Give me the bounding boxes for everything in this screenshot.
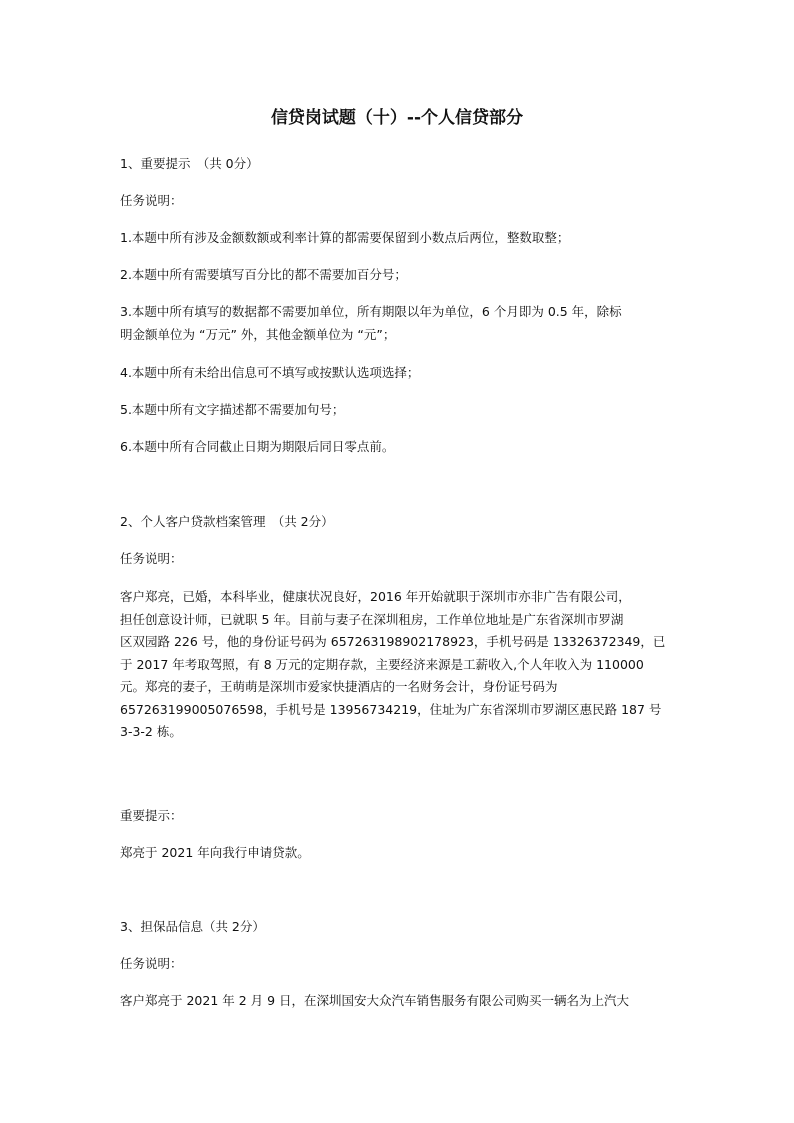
section-2-task-label: 任务说明：	[120, 551, 183, 566]
section-2-description-line: 657263199005076598，手机号是 13956734219，住址为广东省深圳市罗湖区惠民路 187 号	[120, 701, 662, 717]
section-2-description-line: 3-3-2 栋。	[120, 724, 182, 739]
section-2-description	[120, 586, 678, 744]
section-3-task-label: 任务说明：	[120, 956, 183, 971]
section-2-description-line: 区双园路 226 号，他的身份证号码为 657263198902178923，手机号码是 13326372349，已	[120, 634, 666, 649]
section-2-notice-label: 重要提示：	[120, 808, 183, 823]
section-2-description-line: 担任创意设计师，已就职 5 年。目前与妻子在深圳租房，工作单位地址是广东省深圳市罗湖	[120, 611, 624, 627]
section-1-item-3-line-2: 明金额单位为 “万元” 外，其他金额单位为 “元”；	[120, 327, 396, 342]
section-1-item-5: 5.本题中所有文字描述都不需要加句号；	[120, 402, 345, 417]
section-2-description-line: 于 2017 年考取驾照，有 8 万元的定期存款，主要经济来源是工薪收入,个人年收入为 110000	[120, 656, 644, 672]
section-3-heading: 3、担保品信息（共 2分）	[120, 919, 265, 934]
page-title: 信贷岗试题（十）--个人信贷部分	[270, 108, 524, 128]
section-1-item-6: 6.本题中所有合同截止日期为期限后同日零点前。	[120, 439, 395, 454]
section-2-notice-text: 郑亮于 2021 年向我行申请贷款。	[120, 845, 310, 860]
section-2-description-line: 客户郑亮，已婚，本科毕业，健康状况良好，2016 年开始就职于深圳市亦非广告有限公司，	[120, 589, 631, 604]
section-2-heading: 2、个人客户贷款档案管理 （共 2分）	[120, 514, 334, 529]
section-1-heading: 1、重要提示 （共 0分）	[120, 156, 259, 171]
section-2-description-line: 元。郑亮的妻子，王萌萌是深圳市爱家快捷酒店的一名财务会计，身份证号码为	[120, 679, 558, 694]
section-1-item-1: 1.本题中所有涉及金额数额或利率计算的都需要保留到小数点后两位，整数取整；	[120, 230, 570, 245]
section-1-item-2: 2.本题中所有需要填写百分比的都不需要加百分号；	[120, 267, 407, 282]
section-1-item-4: 4.本题中所有未给出信息可不填写或按默认选项选择；	[120, 365, 420, 380]
section-1-item-3-line-1: 3.本题中所有填写的数据都不需要加单位，所有期限以年为单位，6 个月即为 0.5 年，除标	[120, 304, 622, 319]
section-1-task-label: 任务说明：	[120, 193, 183, 208]
section-3-description-line-1: 客户郑亮于 2021 年 2 月 9 日，在深圳国安大众汽车销售服务有限公司购买一辆名为上汽大	[120, 993, 630, 1008]
